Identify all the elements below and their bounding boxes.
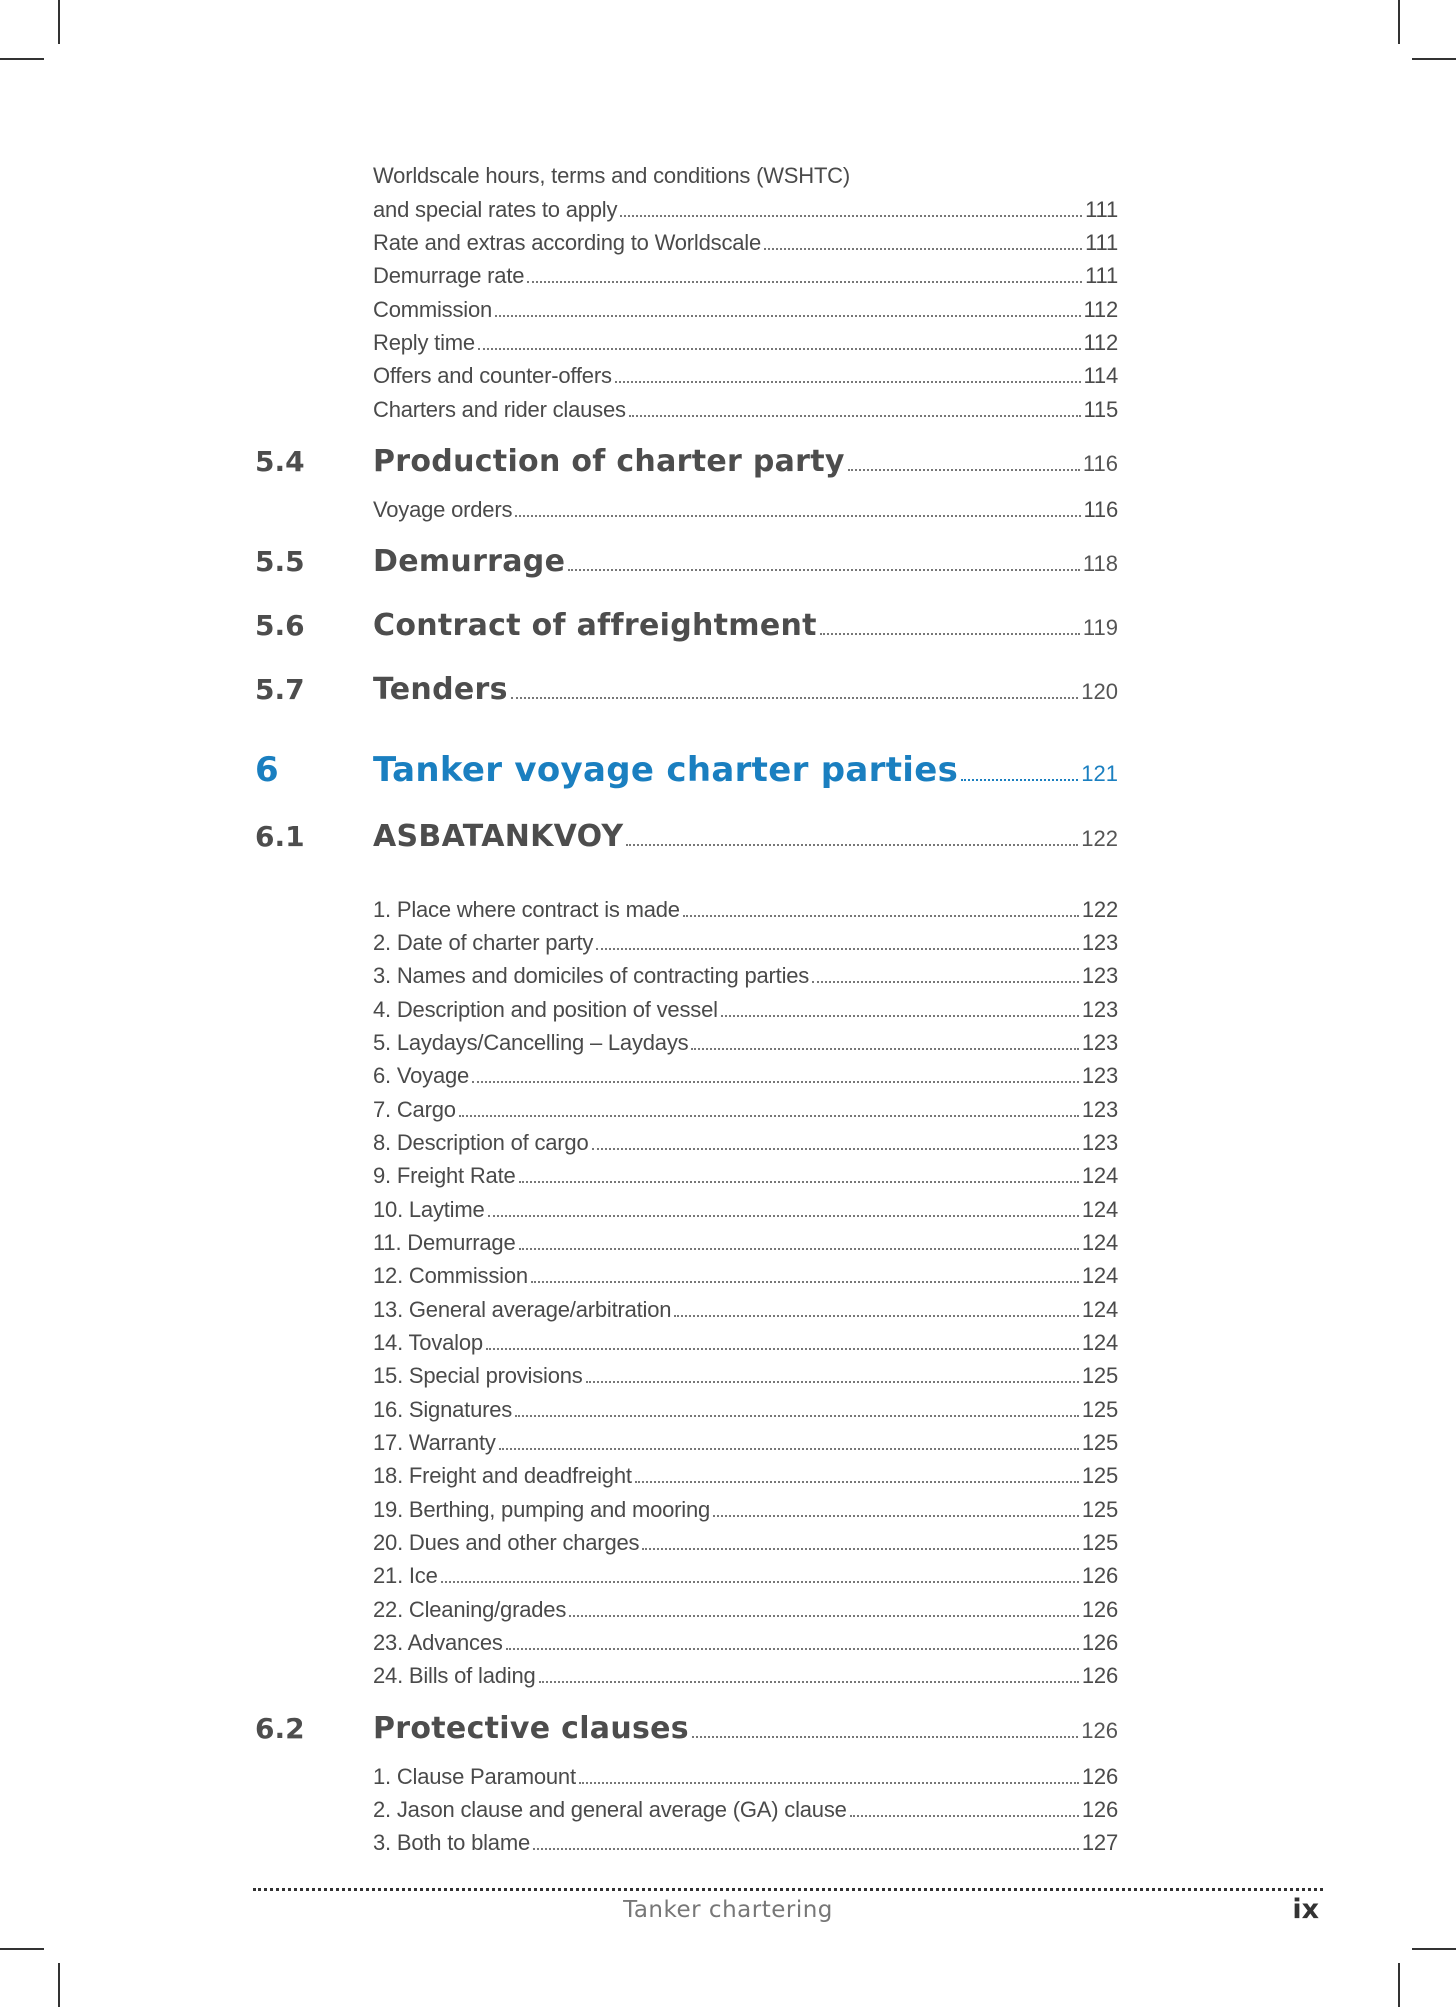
toc-page-number: 124 [1081, 1297, 1118, 1322]
toc-entry[interactable] [373, 1764, 1118, 1790]
toc-entry-title: 5. Laydays/Cancelling – Laydays [373, 1030, 689, 1055]
toc-entry-title: 4. Description and position of vessel [373, 997, 718, 1022]
toc-page-number: 123 [1081, 930, 1118, 955]
leader-dots [812, 981, 1079, 983]
toc-page-number: 124 [1081, 1230, 1118, 1255]
toc-page-number: 126 [1081, 1630, 1118, 1655]
leader-dots [674, 1315, 1079, 1317]
toc-entry-title: 23. Advances [373, 1630, 503, 1655]
section-number: 6.1 [255, 820, 305, 853]
toc-page-number: 123 [1081, 1130, 1118, 1155]
leader-dots [620, 215, 1082, 217]
leader-dots [499, 1448, 1079, 1450]
toc-entry-title: 7. Cargo [373, 1097, 456, 1122]
toc-page-number: 123 [1081, 1097, 1118, 1122]
toc-entry[interactable] [373, 1330, 1118, 1356]
toc-page-number: 126 [1081, 1597, 1118, 1622]
toc-entry-title: 1. Place where contract is made [373, 897, 680, 922]
leader-dots [515, 1415, 1079, 1417]
toc-entry[interactable] [373, 963, 1118, 989]
toc-entry-title: 2. Jason clause and general average (GA) clause [373, 1797, 847, 1822]
leader-dots [961, 779, 1078, 781]
toc-entry-title: 6. Voyage [373, 1063, 470, 1088]
toc-entry[interactable] [373, 1163, 1118, 1189]
leader-dots [692, 1736, 1078, 1738]
toc-page-number: 114 [1083, 363, 1118, 388]
toc-entry[interactable] [373, 1263, 1118, 1289]
toc-entry[interactable] [373, 197, 1118, 223]
toc-entry-title: 20. Dues and other charges [373, 1530, 640, 1555]
toc-entry[interactable] [373, 1030, 1118, 1056]
toc-entry[interactable] [373, 363, 1118, 389]
toc-entry-title: 16. Signatures [373, 1397, 513, 1422]
section-title: ASBATANKVOY [373, 819, 624, 854]
toc-page-number: 124 [1081, 1197, 1118, 1222]
toc-entry-title: 2. Date of charter party [373, 930, 594, 955]
section-title: Contract of affreightment [373, 608, 817, 643]
toc-entry-title: Commission [373, 297, 493, 322]
toc-entry-title: 18. Freight and deadfreight [373, 1463, 632, 1488]
toc-entry[interactable] [373, 1663, 1118, 1689]
toc-page-number: 122 [1081, 897, 1118, 922]
toc-entry[interactable] [373, 1197, 1118, 1223]
toc-entry-title: 8. Description of cargo [373, 1130, 589, 1155]
leader-dots [519, 1181, 1079, 1183]
leader-dots [820, 633, 1080, 635]
leader-dots [713, 1515, 1079, 1517]
toc-section-5-7[interactable] [255, 672, 1118, 707]
toc-entry[interactable] [373, 1063, 1118, 1089]
leader-dots [478, 348, 1081, 350]
leader-dots [626, 844, 1078, 846]
toc-entry[interactable] [373, 497, 1118, 523]
toc-entry[interactable] [373, 1097, 1118, 1123]
toc-page-number: 126 [1081, 1563, 1118, 1588]
toc-page-number: 125 [1081, 1397, 1118, 1422]
section-title: Protective clauses [373, 1711, 689, 1746]
leader-dots [506, 1648, 1079, 1650]
toc-entry[interactable] [373, 897, 1118, 923]
toc-entry[interactable] [373, 1297, 1118, 1323]
leader-dots [579, 1782, 1079, 1784]
toc-entry[interactable] [373, 163, 1118, 189]
running-footer-title: Tanker chartering [623, 1897, 833, 1923]
chapter-number: 6 [255, 750, 279, 790]
page-number: ix [1292, 1894, 1319, 1925]
toc-entry-title: 3. Names and domiciles of contracting parties [373, 963, 810, 988]
leader-dots [848, 469, 1080, 471]
toc-page-number: 111 [1085, 263, 1118, 288]
leader-dots [486, 1348, 1079, 1350]
section-number: 5.6 [255, 609, 305, 642]
toc-page-number: 121 [1081, 761, 1118, 786]
toc-page-number: 125 [1081, 1497, 1118, 1522]
leader-dots [629, 415, 1081, 417]
toc-entry-title: 12. Commission [373, 1263, 528, 1288]
toc-page-number: 125 [1081, 1430, 1118, 1455]
toc-entry-title: Rate and extras according to Worldscale [373, 230, 761, 255]
leader-dots [764, 248, 1082, 250]
crop-mark [1398, 0, 1400, 44]
toc-section-5-4[interactable] [255, 444, 1118, 479]
toc-entry[interactable] [373, 330, 1118, 356]
leader-dots [441, 1581, 1079, 1583]
toc-section-5-5[interactable] [255, 544, 1118, 579]
crop-mark [58, 0, 60, 44]
section-title: Demurrage [373, 544, 566, 579]
toc-entry[interactable] [373, 1463, 1118, 1489]
toc-entry[interactable] [373, 1563, 1118, 1589]
toc-entry-title: 3. Both to blame [373, 1830, 531, 1855]
leader-dots [683, 915, 1079, 917]
leader-dots [495, 315, 1080, 317]
toc-page-number: 125 [1081, 1463, 1118, 1488]
toc-entry[interactable] [373, 1597, 1118, 1623]
section-number: 6.2 [255, 1712, 305, 1745]
section-title: Tenders [373, 672, 508, 707]
crop-mark [0, 58, 44, 60]
toc-entry-title: 14. Tovalop [373, 1330, 483, 1355]
footer-divider [253, 1888, 1323, 1891]
toc-entry-title: Worldscale hours, terms and conditions (WSHTC) [373, 163, 850, 188]
section-title: Production of charter party [373, 444, 845, 479]
toc-page-number: 124 [1081, 1330, 1118, 1355]
toc-section-6-1[interactable] [255, 819, 1118, 854]
toc-page-number: 126 [1081, 1663, 1118, 1688]
toc-entry[interactable] [373, 1397, 1118, 1423]
crop-mark [1412, 58, 1456, 60]
section-number: 5.7 [255, 673, 305, 706]
toc-entry-title: 24. Bills of lading [373, 1663, 536, 1688]
chapter-title: Tanker voyage charter parties [373, 750, 959, 790]
crop-mark [58, 1963, 60, 2007]
crop-mark [0, 1948, 44, 1950]
toc-entry[interactable] [373, 1497, 1118, 1523]
toc-page-number: 126 [1081, 1797, 1118, 1822]
toc-page-number: 123 [1081, 1063, 1118, 1088]
leader-dots [539, 1681, 1079, 1683]
toc-entry-title: Reply time [373, 330, 475, 355]
toc-entry-title: 10. Laytime [373, 1197, 485, 1222]
toc-entry-title: 21. Ice [373, 1563, 438, 1588]
leader-dots [635, 1481, 1079, 1483]
toc-page-number: 125 [1081, 1363, 1118, 1388]
leader-dots [519, 1248, 1079, 1250]
toc-page-number: 112 [1083, 330, 1118, 355]
toc-page-number: 123 [1081, 997, 1118, 1022]
leader-dots [488, 1215, 1079, 1217]
crop-mark [1398, 1963, 1400, 2007]
leader-dots [527, 281, 1082, 283]
toc-entry[interactable] [373, 1363, 1118, 1389]
toc-page-number: 116 [1083, 497, 1118, 522]
toc-entry-title: 13. General average/arbitration [373, 1297, 672, 1322]
section-number: 5.5 [255, 545, 305, 578]
toc-entry[interactable] [373, 230, 1118, 256]
leader-dots [569, 1615, 1079, 1617]
toc-entry-title: Offers and counter-offers [373, 363, 612, 388]
toc-page-number: 118 [1082, 551, 1118, 576]
leader-dots [586, 1381, 1079, 1383]
toc-page-number: 126 [1081, 1764, 1118, 1789]
toc-page-number: 116 [1082, 451, 1118, 476]
toc-page-number: 112 [1083, 297, 1118, 322]
toc-entry[interactable] [373, 1530, 1118, 1556]
toc-entry-title: Voyage orders [373, 497, 513, 522]
toc-entry-title: Charters and rider clauses [373, 397, 626, 422]
leader-dots [531, 1281, 1079, 1283]
toc-page-number: 115 [1083, 397, 1118, 422]
toc-entry[interactable] [373, 397, 1118, 423]
leader-dots [515, 515, 1080, 517]
toc-section-5-6[interactable] [255, 608, 1118, 643]
toc-entry-title: 15. Special provisions [373, 1363, 583, 1388]
toc-page-number: 111 [1085, 230, 1118, 255]
toc-entry-title: 9. Freight Rate [373, 1163, 516, 1188]
toc-entry-title: 11. Demurrage [373, 1230, 516, 1255]
toc-entry-title: 1. Clause Paramount [373, 1764, 576, 1789]
toc-entry-title: 17. Warranty [373, 1430, 496, 1455]
leader-dots [459, 1115, 1079, 1117]
toc-entry[interactable] [373, 1130, 1118, 1156]
leader-dots [850, 1815, 1079, 1817]
toc-entry-title: and special rates to apply [373, 197, 618, 222]
section-number: 5.4 [255, 445, 305, 478]
toc-chapter-6[interactable] [255, 750, 1118, 790]
toc-page-number: 123 [1081, 963, 1118, 988]
leader-dots [615, 381, 1081, 383]
toc-entry-title: 22. Cleaning/grades [373, 1597, 567, 1622]
toc-page-number: 119 [1082, 615, 1118, 640]
toc-entry[interactable] [373, 297, 1118, 323]
leader-dots [596, 948, 1079, 950]
toc-page-number: 126 [1081, 1718, 1118, 1743]
toc-page-number: 127 [1081, 1830, 1118, 1855]
toc-page-number: 122 [1081, 826, 1118, 851]
toc-page-number: 111 [1085, 197, 1118, 222]
toc-entry[interactable] [373, 1797, 1118, 1823]
leader-dots [691, 1048, 1078, 1050]
toc-entry[interactable] [373, 1830, 1118, 1856]
toc-entry[interactable] [373, 930, 1118, 956]
leader-dots [642, 1548, 1079, 1550]
toc-page-number: 120 [1081, 679, 1118, 704]
toc-entry-title: Demurrage rate [373, 263, 525, 288]
leader-dots [511, 697, 1079, 699]
crop-mark [1412, 1948, 1456, 1950]
leader-dots [533, 1848, 1079, 1850]
leader-dots [592, 1148, 1079, 1150]
toc-entry[interactable] [373, 1630, 1118, 1656]
leader-dots [472, 1081, 1079, 1083]
toc-page-number: 125 [1081, 1530, 1118, 1555]
toc-entry[interactable] [373, 1230, 1118, 1256]
toc-entry-title: 19. Berthing, pumping and mooring [373, 1497, 711, 1522]
toc-entry[interactable] [373, 997, 1118, 1023]
toc-page-number: 124 [1081, 1163, 1118, 1188]
toc-entry[interactable] [373, 263, 1118, 289]
toc-entry[interactable] [373, 1430, 1118, 1456]
toc-page-number: 123 [1081, 1030, 1118, 1055]
toc-section-6-2[interactable] [255, 1711, 1118, 1746]
leader-dots [568, 569, 1080, 571]
leader-dots [721, 1015, 1079, 1017]
toc-page-number: 124 [1081, 1263, 1118, 1288]
